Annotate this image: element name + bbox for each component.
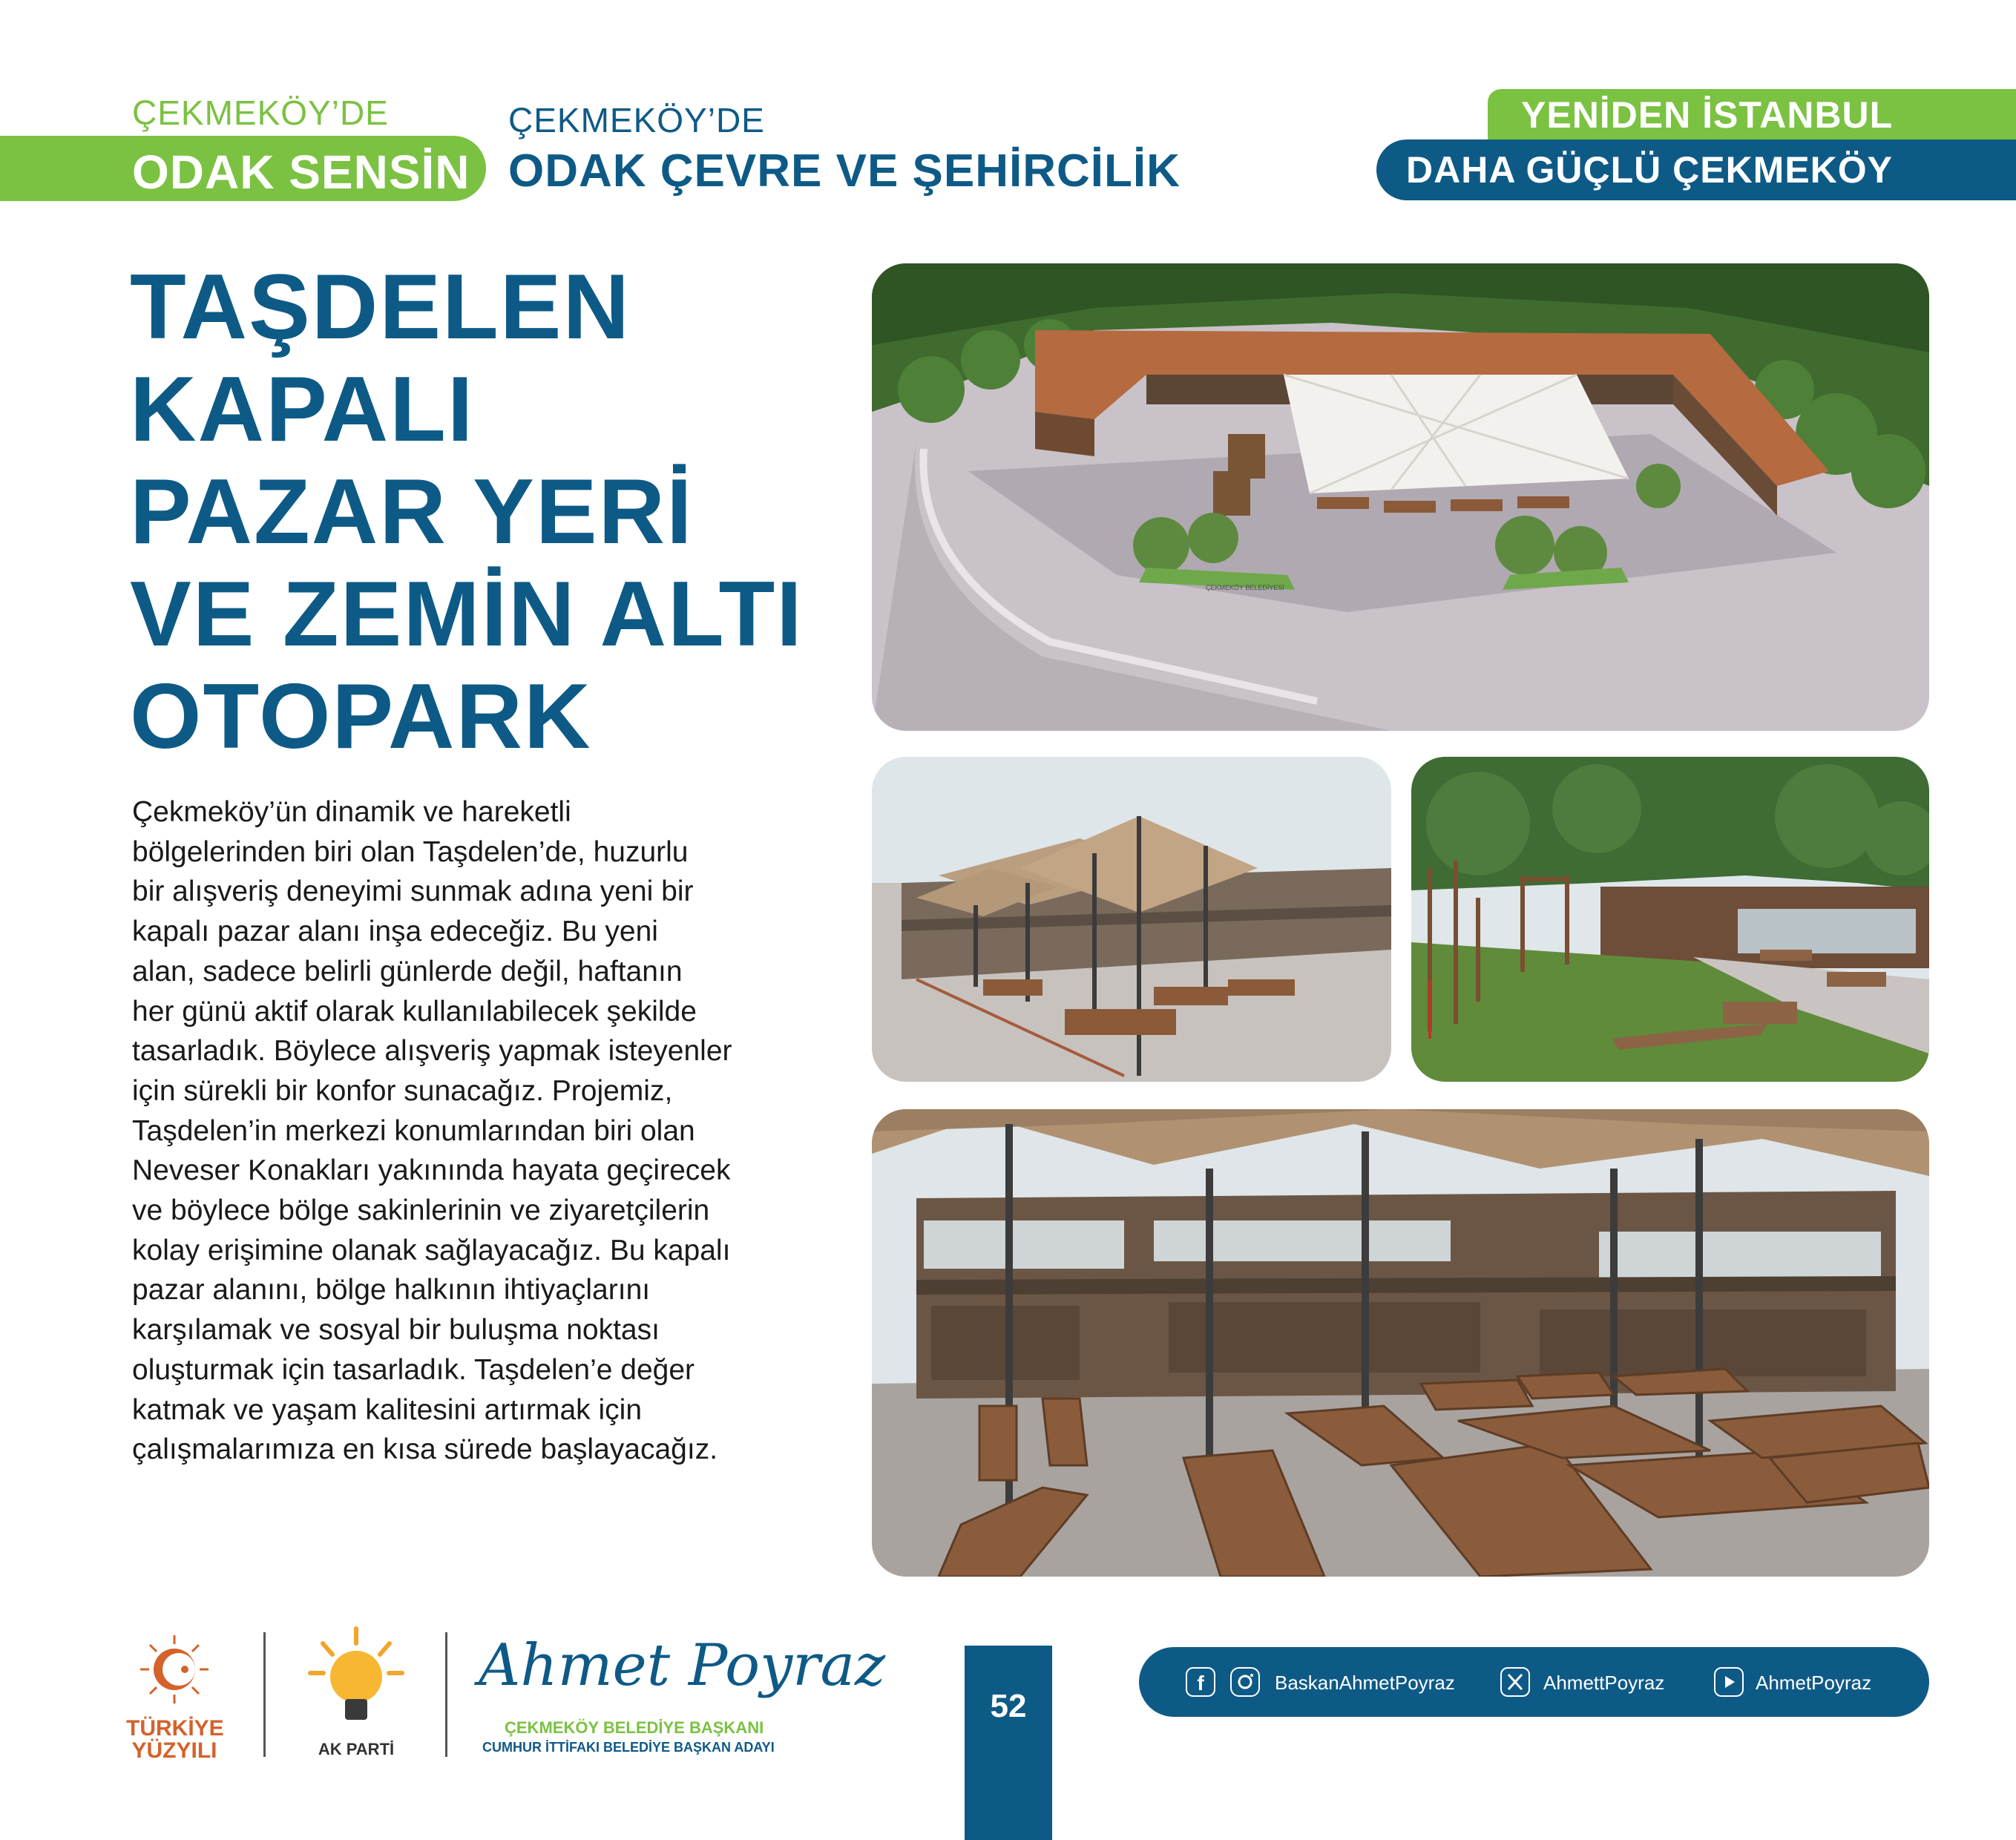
body-line: katmak ve yaşam kalitesini artırmak için <box>132 1393 643 1426</box>
page-title <box>130 256 864 768</box>
facebook-instagram-handle[interactable]: BaskanAhmetPoyraz <box>1275 1672 1455 1694</box>
market-interior-render-image <box>872 1109 1929 1577</box>
body-line: pazar alanını, bölge halkının ihtiyaçlarını <box>132 1274 651 1307</box>
title-line: OTOPARK <box>130 666 592 768</box>
candidate-role: CUMHUR İTTİFAKI BELEDİYE BAŞKAN ADAYI <box>482 1740 775 1755</box>
yuzyili-line: YÜZYILI <box>131 1738 217 1763</box>
header-right-bottom-label: DAHA GÜÇLÜ ÇEKMEKÖY <box>1406 149 1894 191</box>
body-line: bölgelerinden biri olan Taşdelen’de, huzurlu <box>132 835 689 868</box>
turkiye-yuzyili-logo <box>137 1632 211 1706</box>
market-pergola-render-image <box>872 757 1391 1082</box>
header-left-bold: ODAK SENSİN <box>132 145 470 199</box>
body-line: için sürekli bir konfor sunacağız. Projemiz, <box>132 1074 673 1107</box>
body-line: alan, sadece belirli günlerde değil, haftanın <box>132 955 683 988</box>
header-section-small: ÇEKMEKÖY’DE <box>508 101 765 139</box>
body-line: karşılamak ve sosyal bir buluşma noktası <box>132 1314 660 1347</box>
mayor-role: ÇEKMEKÖY BELEDİYE BAŞKANI <box>505 1718 764 1737</box>
body-line: tasarladık. Böylece alışveriş yapmak isteyenler <box>132 1035 732 1068</box>
signature: Ahmet Poyraz <box>479 1632 886 1699</box>
turkiye-yuzyili-label <box>126 1718 223 1762</box>
body-line: ve böylece bölge sakinlerinin ve ziyaretçilerin <box>132 1195 710 1227</box>
header-left-small: ÇEKMEKÖY’DE <box>132 93 389 132</box>
body-line: çalışmalarımıza en kısa sürede başlayacağız. <box>132 1433 718 1466</box>
lightbulb-icon <box>304 1625 408 1736</box>
page-number: 52 <box>990 1688 1027 1724</box>
x-icon[interactable] <box>1500 1667 1530 1697</box>
title-line: VE ZEMİN ALTI <box>130 563 804 666</box>
party-label: AK PARTİ <box>318 1740 395 1758</box>
body-line: kapalı pazar alanı inşa edeceğiz. Bu yeni <box>132 916 658 948</box>
instagram-icon[interactable] <box>1230 1667 1260 1697</box>
title-line: KAPALI <box>130 358 475 461</box>
svg-text:f: f <box>1197 1672 1204 1695</box>
body-line: Neveser Konakları yakınında hayata geçirecek <box>132 1154 731 1187</box>
park-garden-render-image <box>1411 757 1929 1082</box>
x-handle[interactable]: AhmettPoyraz <box>1543 1672 1665 1694</box>
title-line: PAZAR YERİ <box>130 461 694 563</box>
facebook-icon[interactable] <box>1186 1667 1215 1697</box>
youtube-icon[interactable] <box>1714 1667 1744 1697</box>
turkiye-line: TÜRKİYE <box>126 1716 224 1741</box>
youtube-handle[interactable]: AhmetPoyraz <box>1756 1672 1872 1694</box>
header-section-title: ODAK ÇEVRE VE ŞEHİRCİLİK <box>508 145 1181 197</box>
body-line: her günü aktif olarak kullanılabilecek şekilde <box>132 995 697 1028</box>
ak-parti-logo <box>304 1625 408 1736</box>
footer-divider <box>263 1632 266 1757</box>
body-line: Taşdelen’in merkezi konumlarından biri olan <box>132 1114 695 1147</box>
title-line: TAŞDELEN <box>130 256 631 358</box>
page-number-box <box>965 1646 1052 1840</box>
body-line: Çekmeköy’ün dinamik ve hareketli <box>132 796 571 828</box>
footer-divider <box>445 1632 447 1757</box>
body-line: oluşturmak için tasarladık. Taşdelen’e değer <box>132 1353 695 1386</box>
body-line: bir alışveriş deneyimi sunmak adına yeni bir <box>132 875 694 908</box>
aerial-render-image <box>872 263 1929 731</box>
body-paragraph <box>132 792 859 1470</box>
aerial-sign-text: ÇEKMEKÖY BELEDİYESİ <box>1206 584 1284 591</box>
header-right-top-label: YENİDEN İSTANBUL <box>1521 94 1894 136</box>
body-line: kolay erişimine olanak sağlayacağız. Bu kapalı <box>132 1234 731 1266</box>
turkiye-yuzyili-emblem-icon <box>137 1632 211 1706</box>
